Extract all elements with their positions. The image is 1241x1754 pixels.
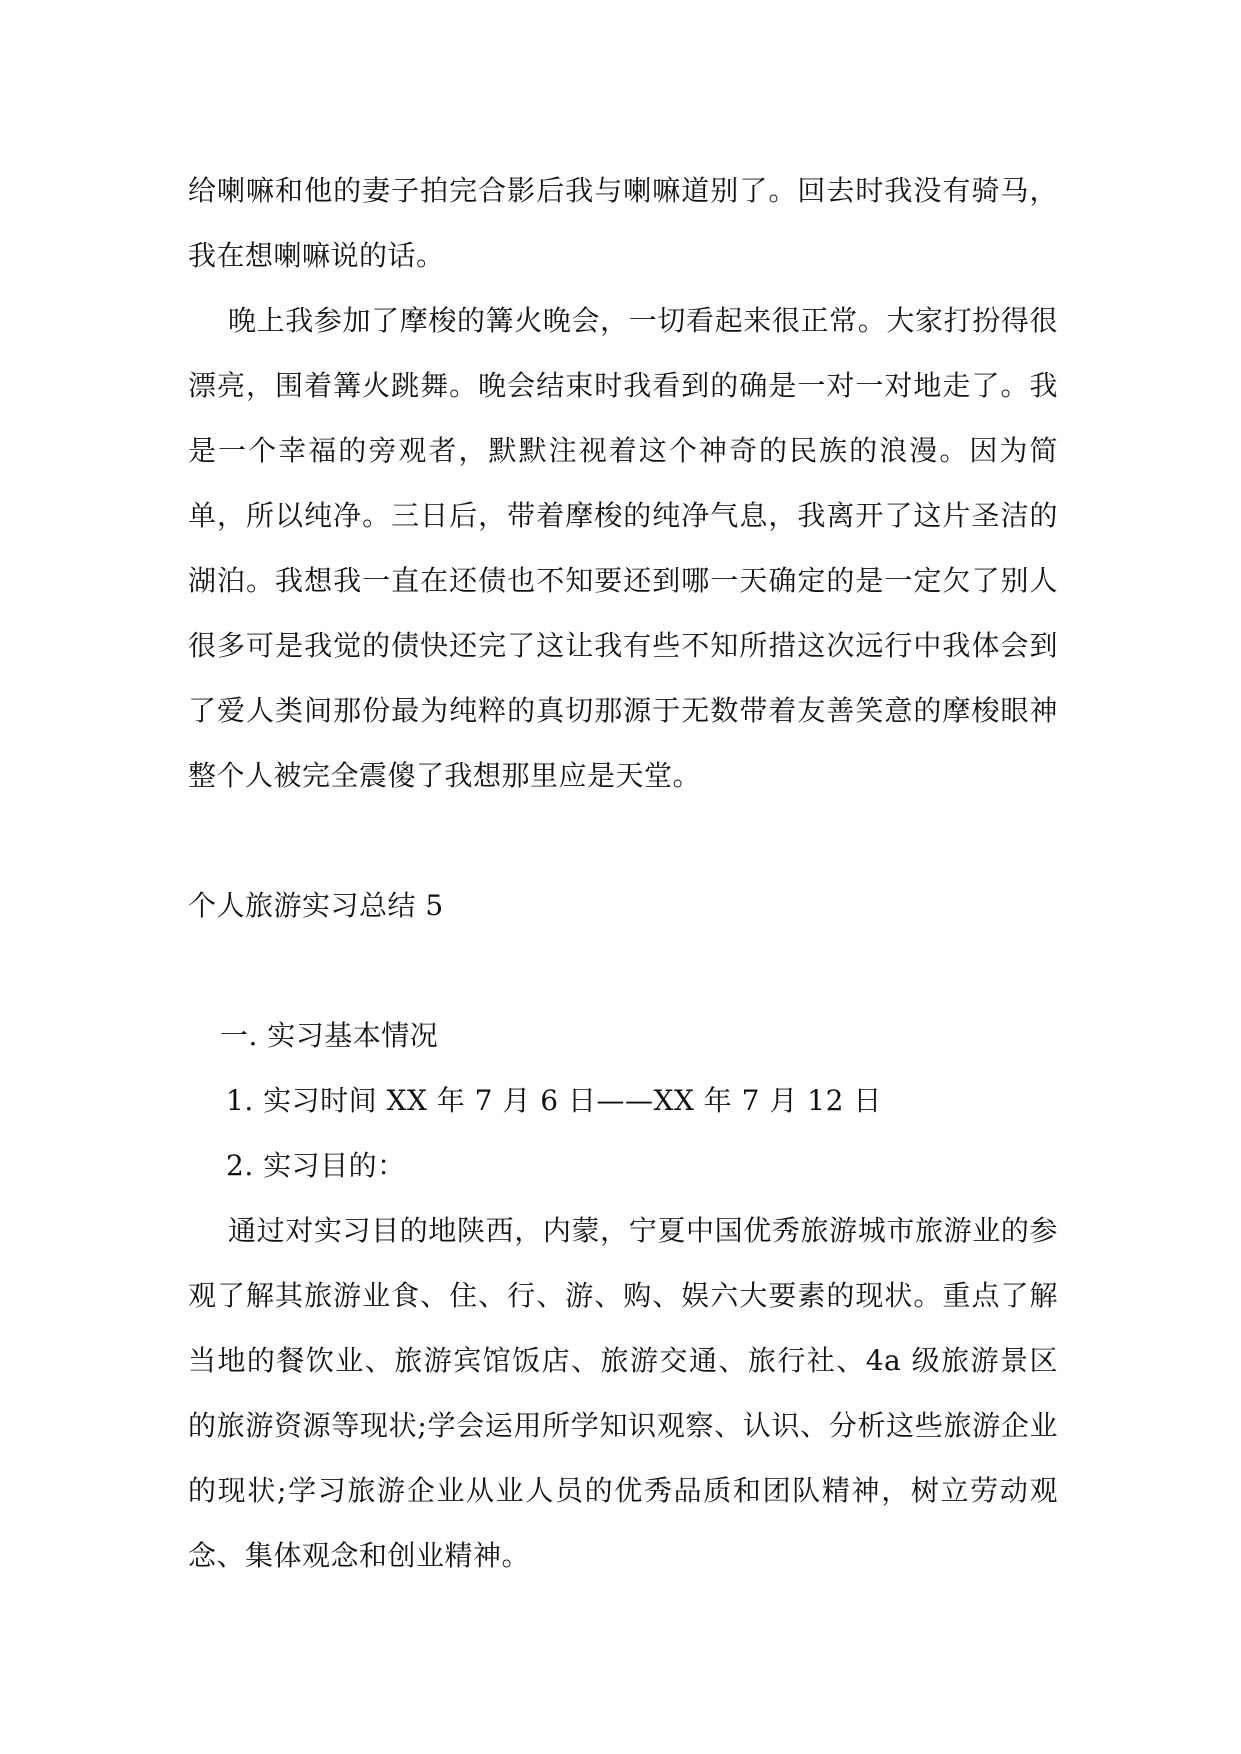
paragraph-farewell: 给喇嘛和他的妻子拍完合影后我与喇嘛道别了。回去时我没有骑马，我在想喇嘛说的话。	[188, 174, 1058, 272]
section-gap	[188, 808, 1058, 873]
section-gap	[188, 938, 1058, 1003]
subheading-basic-info: 一. 实习基本情况	[220, 1019, 439, 1052]
section-title: 个人旅游实习总结 5	[188, 889, 444, 922]
item-internship-time: 1. 实习时间 XX 年 7 月 6 日——XX 年 7 月 12 日	[226, 1084, 882, 1117]
paragraph-bonfire-party: 晚上我参加了摩梭的篝火晚会，一切看起来很正常。大家打扮得很漂亮，围着篝火跳舞。晚会结束时我看到的确是一对一对地走了。我是一个幸福的旁观者，默默注视着这个神奇的民族的浪漫。因为简单，所以纯净。三日后，带着摩梭的纯净气息，我离开了这片圣洁的湖泊。我想我一直在还债也不知要还到哪一天确定的是一定欠了别人很多可是我觉的债快还完了这让我有些不知所措这次远行中我体会到了爱人类间那份最为纯粹的真切那源于无数带着友善笑意的摩梭眼神整个人被完全震傻了我想那里应是天堂。	[188, 304, 1058, 792]
document-body	[188, 158, 1058, 1588]
paragraph-purpose-detail: 通过对实习目的地陕西，内蒙，宁夏中国优秀旅游城市旅游业的参观了解其旅游业食、住、行、游、购、娱六大要素的现状。重点了解当地的餐饮业、旅游宾馆饭店、旅游交通、旅行社、4a 级旅游景区的旅游资源等现状;学会运用所学知识观察、认识、分析这些旅游企业的现状;学习旅游企业从业人员的优秀品质和团队精神，树立劳动观念、集体观念和创业精神。	[188, 1214, 1058, 1572]
item-internship-purpose: 2. 实习目的：	[226, 1149, 406, 1182]
